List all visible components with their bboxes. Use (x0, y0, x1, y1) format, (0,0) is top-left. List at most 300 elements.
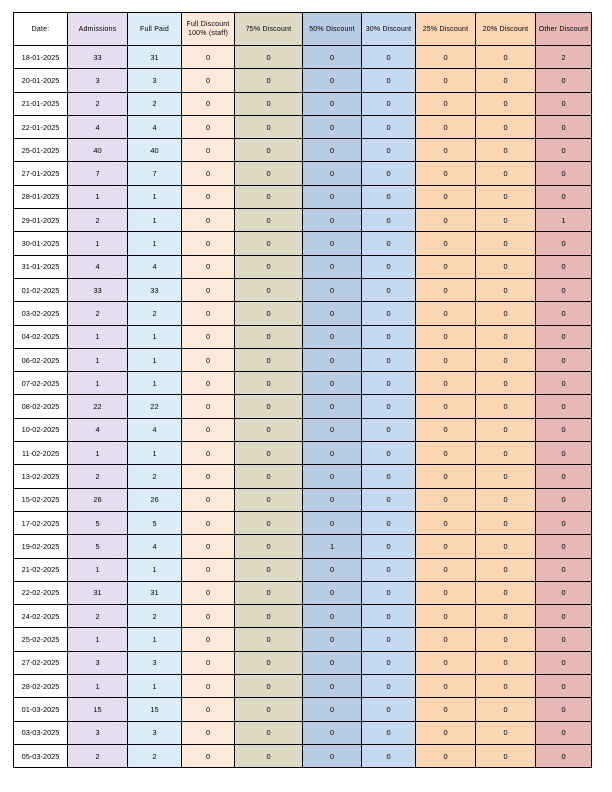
date-cell: 01-03-2025 (14, 698, 68, 721)
cell-full-paid: 4 (128, 418, 182, 441)
cell-75-discount: 0 (235, 232, 303, 255)
table-row (14, 418, 592, 441)
cell-50-discount: 0 (303, 465, 362, 488)
cell-admissions: 4 (68, 255, 128, 278)
cell-other-discount: 0 (536, 581, 592, 604)
cell-full-discount-100-staff: 0 (182, 675, 235, 698)
cell-other-discount: 0 (536, 325, 592, 348)
cell-other-discount: 0 (536, 744, 592, 767)
cell-full-discount-100-staff: 0 (182, 581, 235, 604)
cell-full-paid: 40 (128, 139, 182, 162)
cell-20-discount: 0 (476, 721, 536, 744)
cell-other-discount: 0 (536, 721, 592, 744)
date-cell: 11-02-2025 (14, 442, 68, 465)
cell-25-discount: 0 (416, 185, 476, 208)
cell-full-discount-100-staff: 0 (182, 232, 235, 255)
cell-other-discount: 0 (536, 115, 592, 138)
cell-20-discount: 0 (476, 698, 536, 721)
table-row (14, 465, 592, 488)
date-cell: 13-02-2025 (14, 465, 68, 488)
table-row (14, 92, 592, 115)
cell-20-discount: 0 (476, 744, 536, 767)
cell-20-discount: 0 (476, 185, 536, 208)
cell-20-discount: 0 (476, 418, 536, 441)
cell-full-paid: 3 (128, 69, 182, 92)
cell-full-discount-100-staff: 0 (182, 162, 235, 185)
cell-75-discount: 0 (235, 209, 303, 232)
cell-20-discount: 0 (476, 162, 536, 185)
cell-full-discount-100-staff: 0 (182, 185, 235, 208)
cell-25-discount: 0 (416, 395, 476, 418)
cell-30-discount: 0 (362, 581, 416, 604)
date-cell: 05-03-2025 (14, 744, 68, 767)
table-body (14, 46, 592, 768)
table-row (14, 348, 592, 371)
cell-75-discount: 0 (235, 721, 303, 744)
cell-full-paid: 1 (128, 442, 182, 465)
table-row (14, 581, 592, 604)
cell-full-paid: 4 (128, 535, 182, 558)
cell-other-discount: 0 (536, 651, 592, 674)
cell-75-discount: 0 (235, 372, 303, 395)
cell-other-discount: 0 (536, 488, 592, 511)
column-header-25-discount: 25% Discount (416, 13, 476, 46)
table-row (14, 558, 592, 581)
cell-other-discount: 0 (536, 605, 592, 628)
cell-75-discount: 0 (235, 92, 303, 115)
cell-25-discount: 0 (416, 232, 476, 255)
table-row (14, 209, 592, 232)
cell-full-paid: 4 (128, 255, 182, 278)
cell-50-discount: 0 (303, 69, 362, 92)
cell-25-discount: 0 (416, 675, 476, 698)
cell-full-paid: 1 (128, 628, 182, 651)
cell-full-discount-100-staff: 0 (182, 92, 235, 115)
date-cell: 03-03-2025 (14, 721, 68, 744)
cell-50-discount: 0 (303, 605, 362, 628)
cell-other-discount: 0 (536, 69, 592, 92)
cell-full-discount-100-staff: 0 (182, 372, 235, 395)
cell-admissions: 1 (68, 558, 128, 581)
cell-50-discount: 0 (303, 209, 362, 232)
cell-20-discount: 0 (476, 348, 536, 371)
cell-25-discount: 0 (416, 605, 476, 628)
cell-50-discount: 0 (303, 442, 362, 465)
cell-full-paid: 4 (128, 115, 182, 138)
cell-50-discount: 0 (303, 325, 362, 348)
column-header-full-paid: Full Paid (128, 13, 182, 46)
cell-admissions: 5 (68, 511, 128, 534)
cell-full-paid: 2 (128, 744, 182, 767)
cell-full-paid: 3 (128, 651, 182, 674)
cell-full-paid: 31 (128, 581, 182, 604)
cell-full-discount-100-staff: 0 (182, 209, 235, 232)
cell-20-discount: 0 (476, 372, 536, 395)
cell-75-discount: 0 (235, 395, 303, 418)
cell-20-discount: 0 (476, 535, 536, 558)
cell-admissions: 2 (68, 302, 128, 325)
cell-50-discount: 0 (303, 232, 362, 255)
cell-admissions: 1 (68, 232, 128, 255)
cell-25-discount: 0 (416, 744, 476, 767)
cell-admissions: 3 (68, 721, 128, 744)
cell-20-discount: 0 (476, 69, 536, 92)
cell-25-discount: 0 (416, 348, 476, 371)
table-row (14, 511, 592, 534)
table-row (14, 605, 592, 628)
table-header (14, 13, 592, 46)
date-cell: 19-02-2025 (14, 535, 68, 558)
cell-20-discount: 0 (476, 278, 536, 301)
column-header-20-discount: 20% Discount (476, 13, 536, 46)
cell-other-discount: 0 (536, 511, 592, 534)
cell-20-discount: 0 (476, 465, 536, 488)
cell-admissions: 1 (68, 348, 128, 371)
cell-full-discount-100-staff: 0 (182, 278, 235, 301)
table-row (14, 372, 592, 395)
cell-75-discount: 0 (235, 605, 303, 628)
cell-full-paid: 2 (128, 465, 182, 488)
cell-other-discount: 2 (536, 46, 592, 69)
cell-50-discount: 0 (303, 744, 362, 767)
cell-25-discount: 0 (416, 115, 476, 138)
cell-full-discount-100-staff: 0 (182, 628, 235, 651)
cell-other-discount: 0 (536, 628, 592, 651)
cell-20-discount: 0 (476, 605, 536, 628)
cell-30-discount: 0 (362, 325, 416, 348)
column-header-full-discount-100-staff: Full Discount 100% (staff) (182, 13, 235, 46)
cell-admissions: 26 (68, 488, 128, 511)
cell-admissions: 3 (68, 69, 128, 92)
date-cell: 25-01-2025 (14, 139, 68, 162)
cell-full-paid: 2 (128, 302, 182, 325)
cell-full-discount-100-staff: 0 (182, 139, 235, 162)
cell-30-discount: 0 (362, 628, 416, 651)
date-cell: 28-01-2025 (14, 185, 68, 208)
cell-30-discount: 0 (362, 278, 416, 301)
cell-30-discount: 0 (362, 721, 416, 744)
cell-30-discount: 0 (362, 535, 416, 558)
cell-25-discount: 0 (416, 628, 476, 651)
cell-full-paid: 31 (128, 46, 182, 69)
cell-25-discount: 0 (416, 325, 476, 348)
cell-full-paid: 33 (128, 278, 182, 301)
cell-admissions: 4 (68, 418, 128, 441)
cell-50-discount: 0 (303, 302, 362, 325)
column-header-30-discount: 30% Discount (362, 13, 416, 46)
cell-25-discount: 0 (416, 418, 476, 441)
cell-other-discount: 0 (536, 395, 592, 418)
cell-full-paid: 2 (128, 605, 182, 628)
cell-25-discount: 0 (416, 698, 476, 721)
table-row (14, 255, 592, 278)
date-cell: 18-01-2025 (14, 46, 68, 69)
cell-full-discount-100-staff: 0 (182, 69, 235, 92)
cell-admissions: 3 (68, 651, 128, 674)
cell-50-discount: 0 (303, 46, 362, 69)
cell-admissions: 40 (68, 139, 128, 162)
cell-other-discount: 0 (536, 418, 592, 441)
cell-admissions: 5 (68, 535, 128, 558)
cell-50-discount: 0 (303, 511, 362, 534)
cell-50-discount: 0 (303, 348, 362, 371)
cell-other-discount: 0 (536, 92, 592, 115)
table-row (14, 721, 592, 744)
cell-full-paid: 1 (128, 325, 182, 348)
date-cell: 27-01-2025 (14, 162, 68, 185)
cell-admissions: 33 (68, 278, 128, 301)
cell-20-discount: 0 (476, 675, 536, 698)
cell-50-discount: 0 (303, 395, 362, 418)
cell-50-discount: 0 (303, 255, 362, 278)
cell-25-discount: 0 (416, 511, 476, 534)
cell-25-discount: 0 (416, 92, 476, 115)
cell-full-discount-100-staff: 0 (182, 721, 235, 744)
cell-25-discount: 0 (416, 442, 476, 465)
cell-75-discount: 0 (235, 651, 303, 674)
cell-75-discount: 0 (235, 675, 303, 698)
table-row (14, 488, 592, 511)
cell-30-discount: 0 (362, 46, 416, 69)
date-cell: 07-02-2025 (14, 372, 68, 395)
table-row (14, 139, 592, 162)
cell-other-discount: 0 (536, 139, 592, 162)
cell-75-discount: 0 (235, 535, 303, 558)
cell-other-discount: 0 (536, 185, 592, 208)
cell-50-discount: 0 (303, 115, 362, 138)
cell-30-discount: 0 (362, 92, 416, 115)
date-cell: 24-02-2025 (14, 605, 68, 628)
cell-full-paid: 1 (128, 558, 182, 581)
table-row (14, 395, 592, 418)
cell-full-paid: 22 (128, 395, 182, 418)
date-cell: 10-02-2025 (14, 418, 68, 441)
cell-full-discount-100-staff: 0 (182, 442, 235, 465)
date-cell: 22-02-2025 (14, 581, 68, 604)
cell-50-discount: 0 (303, 139, 362, 162)
table-row (14, 442, 592, 465)
cell-25-discount: 0 (416, 558, 476, 581)
cell-other-discount: 0 (536, 348, 592, 371)
cell-75-discount: 0 (235, 325, 303, 348)
cell-75-discount: 0 (235, 46, 303, 69)
cell-75-discount: 0 (235, 69, 303, 92)
date-cell: 21-01-2025 (14, 92, 68, 115)
cell-75-discount: 0 (235, 558, 303, 581)
cell-75-discount: 0 (235, 698, 303, 721)
table-row (14, 744, 592, 767)
date-cell: 21-02-2025 (14, 558, 68, 581)
cell-30-discount: 0 (362, 651, 416, 674)
cell-other-discount: 0 (536, 372, 592, 395)
table-row (14, 162, 592, 185)
cell-full-paid: 15 (128, 698, 182, 721)
cell-other-discount: 1 (536, 209, 592, 232)
cell-admissions: 1 (68, 442, 128, 465)
cell-other-discount: 0 (536, 255, 592, 278)
cell-other-discount: 0 (536, 162, 592, 185)
date-cell: 03-02-2025 (14, 302, 68, 325)
cell-full-discount-100-staff: 0 (182, 395, 235, 418)
cell-20-discount: 0 (476, 46, 536, 69)
cell-full-paid: 5 (128, 511, 182, 534)
cell-30-discount: 0 (362, 139, 416, 162)
table-row (14, 698, 592, 721)
cell-full-paid: 1 (128, 185, 182, 208)
date-cell: 08-02-2025 (14, 395, 68, 418)
cell-50-discount: 0 (303, 698, 362, 721)
table-row (14, 651, 592, 674)
cell-full-discount-100-staff: 0 (182, 46, 235, 69)
cell-30-discount: 0 (362, 69, 416, 92)
cell-20-discount: 0 (476, 488, 536, 511)
cell-75-discount: 0 (235, 581, 303, 604)
cell-other-discount: 0 (536, 465, 592, 488)
cell-75-discount: 0 (235, 139, 303, 162)
cell-other-discount: 0 (536, 442, 592, 465)
table-row (14, 675, 592, 698)
cell-other-discount: 0 (536, 698, 592, 721)
cell-admissions: 7 (68, 162, 128, 185)
cell-30-discount: 0 (362, 395, 416, 418)
cell-admissions: 2 (68, 744, 128, 767)
cell-30-discount: 0 (362, 511, 416, 534)
cell-75-discount: 0 (235, 348, 303, 371)
cell-75-discount: 0 (235, 418, 303, 441)
cell-admissions: 1 (68, 372, 128, 395)
cell-30-discount: 0 (362, 115, 416, 138)
cell-50-discount: 0 (303, 418, 362, 441)
cell-50-discount: 0 (303, 372, 362, 395)
cell-25-discount: 0 (416, 278, 476, 301)
cell-admissions: 22 (68, 395, 128, 418)
cell-50-discount: 0 (303, 488, 362, 511)
cell-75-discount: 0 (235, 162, 303, 185)
column-header-admissions: Admissions (68, 13, 128, 46)
cell-admissions: 2 (68, 605, 128, 628)
table-row (14, 115, 592, 138)
date-cell: 29-01-2025 (14, 209, 68, 232)
cell-25-discount: 0 (416, 651, 476, 674)
cell-30-discount: 0 (362, 348, 416, 371)
cell-50-discount: 0 (303, 675, 362, 698)
cell-full-discount-100-staff: 0 (182, 302, 235, 325)
table-row (14, 46, 592, 69)
cell-50-discount: 0 (303, 581, 362, 604)
header-row (14, 13, 592, 46)
cell-full-discount-100-staff: 0 (182, 465, 235, 488)
cell-30-discount: 0 (362, 605, 416, 628)
cell-full-paid: 1 (128, 372, 182, 395)
cell-30-discount: 0 (362, 675, 416, 698)
column-header-75-discount: 75% Discount (235, 13, 303, 46)
cell-20-discount: 0 (476, 92, 536, 115)
cell-50-discount: 1 (303, 535, 362, 558)
cell-30-discount: 0 (362, 255, 416, 278)
cell-admissions: 1 (68, 185, 128, 208)
table-row (14, 232, 592, 255)
cell-30-discount: 0 (362, 302, 416, 325)
cell-full-discount-100-staff: 0 (182, 511, 235, 534)
cell-25-discount: 0 (416, 465, 476, 488)
cell-20-discount: 0 (476, 395, 536, 418)
cell-75-discount: 0 (235, 115, 303, 138)
cell-75-discount: 0 (235, 488, 303, 511)
cell-30-discount: 0 (362, 418, 416, 441)
cell-other-discount: 0 (536, 675, 592, 698)
cell-other-discount: 0 (536, 232, 592, 255)
cell-30-discount: 0 (362, 372, 416, 395)
admissions-table (13, 12, 592, 768)
cell-20-discount: 0 (476, 628, 536, 651)
cell-20-discount: 0 (476, 209, 536, 232)
cell-other-discount: 0 (536, 302, 592, 325)
cell-20-discount: 0 (476, 651, 536, 674)
cell-30-discount: 0 (362, 442, 416, 465)
cell-25-discount: 0 (416, 139, 476, 162)
cell-25-discount: 0 (416, 535, 476, 558)
cell-25-discount: 0 (416, 302, 476, 325)
cell-full-discount-100-staff: 0 (182, 605, 235, 628)
cell-admissions: 15 (68, 698, 128, 721)
cell-50-discount: 0 (303, 185, 362, 208)
cell-other-discount: 0 (536, 535, 592, 558)
cell-25-discount: 0 (416, 162, 476, 185)
cell-75-discount: 0 (235, 744, 303, 767)
cell-20-discount: 0 (476, 139, 536, 162)
cell-75-discount: 0 (235, 255, 303, 278)
table-row (14, 69, 592, 92)
cell-full-paid: 7 (128, 162, 182, 185)
cell-75-discount: 0 (235, 302, 303, 325)
cell-75-discount: 0 (235, 465, 303, 488)
cell-75-discount: 0 (235, 511, 303, 534)
date-cell: 22-01-2025 (14, 115, 68, 138)
cell-full-paid: 3 (128, 721, 182, 744)
cell-25-discount: 0 (416, 209, 476, 232)
cell-admissions: 31 (68, 581, 128, 604)
cell-full-discount-100-staff: 0 (182, 325, 235, 348)
cell-75-discount: 0 (235, 628, 303, 651)
cell-full-discount-100-staff: 0 (182, 418, 235, 441)
table-row (14, 535, 592, 558)
cell-20-discount: 0 (476, 581, 536, 604)
cell-20-discount: 0 (476, 115, 536, 138)
cell-30-discount: 0 (362, 162, 416, 185)
cell-admissions: 2 (68, 209, 128, 232)
cell-75-discount: 0 (235, 278, 303, 301)
table-row (14, 628, 592, 651)
cell-25-discount: 0 (416, 69, 476, 92)
cell-50-discount: 0 (303, 278, 362, 301)
cell-30-discount: 0 (362, 698, 416, 721)
cell-30-discount: 0 (362, 488, 416, 511)
cell-50-discount: 0 (303, 92, 362, 115)
date-cell: 27-02-2025 (14, 651, 68, 674)
table-row (14, 325, 592, 348)
cell-75-discount: 0 (235, 185, 303, 208)
cell-admissions: 2 (68, 465, 128, 488)
column-header-date: Date: (14, 13, 68, 46)
cell-admissions: 1 (68, 675, 128, 698)
cell-full-discount-100-staff: 0 (182, 348, 235, 371)
cell-20-discount: 0 (476, 511, 536, 534)
date-cell: 06-02-2025 (14, 348, 68, 371)
cell-20-discount: 0 (476, 302, 536, 325)
cell-admissions: 1 (68, 628, 128, 651)
cell-20-discount: 0 (476, 255, 536, 278)
date-cell: 25-02-2025 (14, 628, 68, 651)
